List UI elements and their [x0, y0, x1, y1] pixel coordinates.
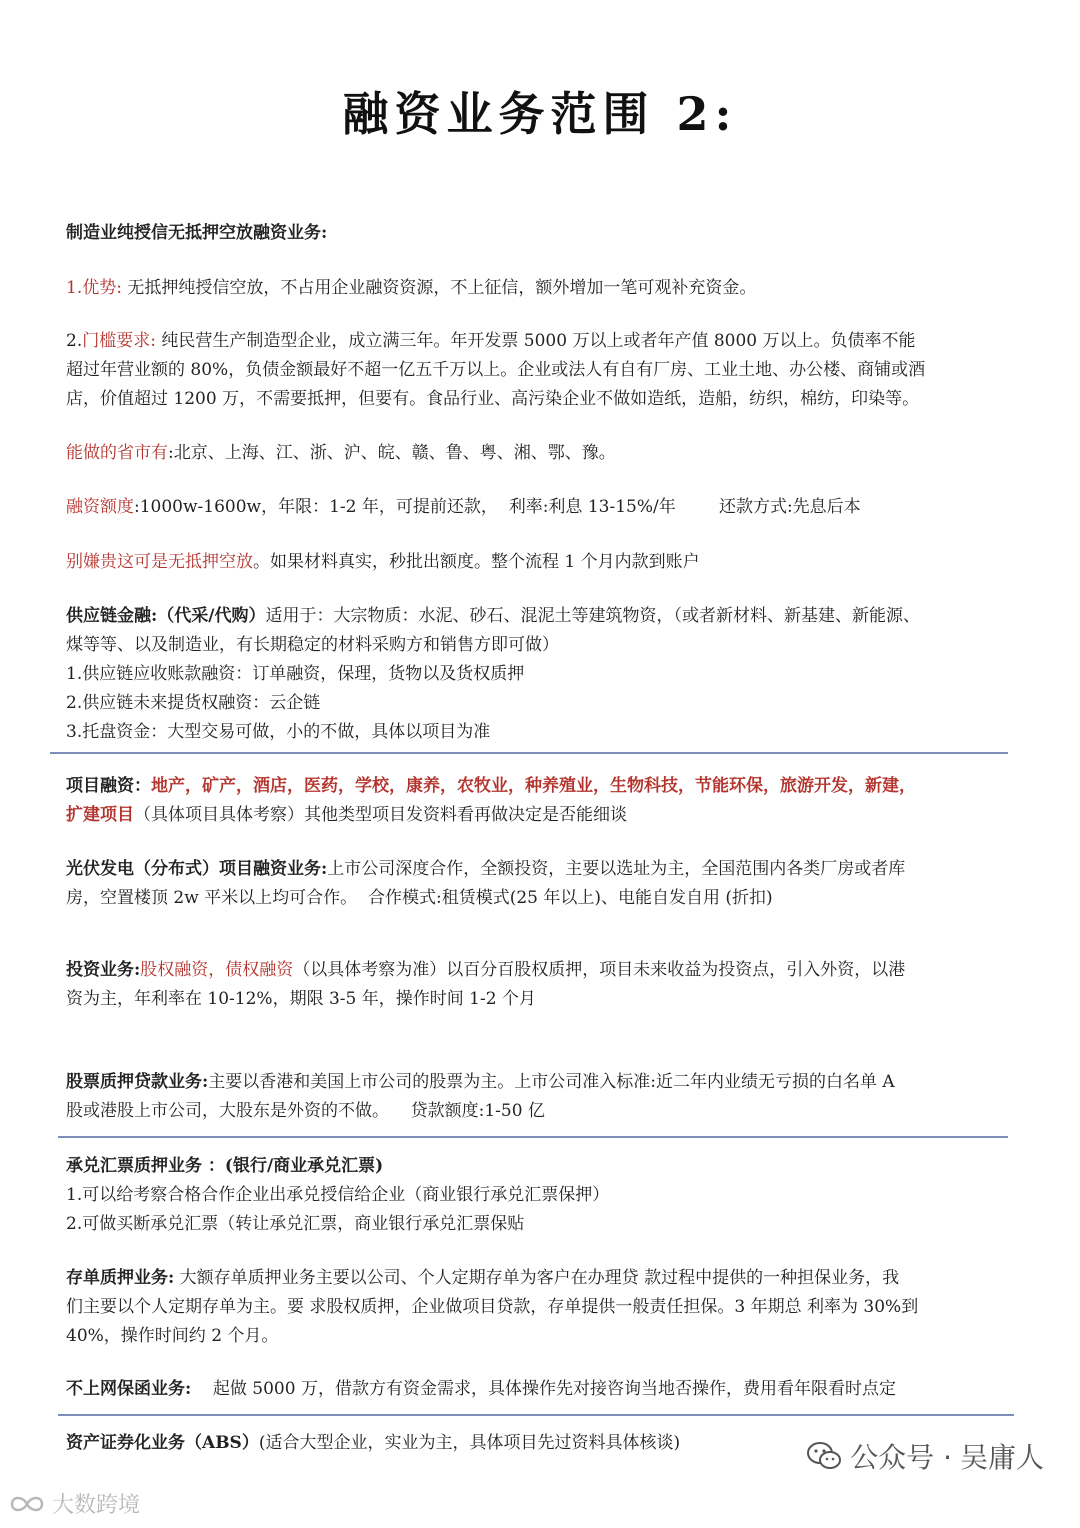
page-title: 融资业务范围 2:	[342, 87, 738, 141]
deposit-heading: 存单质押业务:	[66, 1268, 175, 1288]
guarantee-line: 不上网保函业务: 起做 5000 万，借款方有资金需求，具体操作先对接咨询当地否操作，费用看年限看时点定	[66, 1379, 896, 1399]
manufacturing-heading: 制造业纯授信无抵押空放融资业务:	[66, 223, 328, 243]
notice-highlight: 别嫌贵这可是无抵押空放	[66, 552, 253, 572]
section-divider	[58, 1136, 1008, 1138]
amount-line: 融资额度:1000w-1600w，年限：1-2 年，可提前还款， 利率:利息 13-15%/年 还款方式:先息后本	[66, 497, 861, 517]
investment-block: 投资业务:股权融资，债权融资（以具体考察为准）以百分百股权质押，项目未来收益为投资点，引入外资，以港 资为主，年利率在 10-12%，期限 3-5 年，操作时间 1-2 个月	[66, 960, 906, 1009]
list-item: 2.可做买断承兑汇票（转让承兑汇票，商业银行承兑汇票保贴	[66, 1214, 525, 1234]
requirement-line-2: 超过年营业额的 80%，负债金额最好不超一亿五千万以上。企业或法人有自有厂房、工业土地、办公楼、商铺或酒	[66, 360, 926, 380]
provinces-label: 能做的省市有	[66, 443, 168, 463]
logo-text: 大数跨境	[52, 1493, 141, 1518]
wechat-watermark	[806, 1436, 1044, 1476]
list-item: 1.可以给考察合格合作企业出承兑授信给企业（商业银行承兑汇票保押）	[66, 1185, 610, 1205]
acceptance-heading: 承兑汇票质押业务 ：(银行/商业承兑汇票)	[66, 1156, 384, 1176]
list-item: 1.供应链应收账款融资：订单融资，保理，货物以及货权质押	[66, 664, 525, 684]
stock-heading: 股票质押贷款业务:	[66, 1072, 209, 1092]
section-divider	[58, 1414, 1014, 1416]
list-item: 3.托盘资金：大型交易可做，小的不做，具体以项目为准	[66, 722, 491, 742]
stock-block: 股票质押贷款业务:主要以香港和美国上市公司的股票为主。上市公司准入标准:近二年内业绩无亏损的白名单 A 股或港股上市公司，大股东是外资的不做。 贷款额度:1-50 亿	[66, 1072, 895, 1121]
abs-heading: 资产证券化业务（ABS）	[66, 1433, 259, 1453]
solar-block: 光伏发电（分布式）项目融资业务:上市公司深度合作，全额投资，主要以选址为主，全国范围内各类厂房或者库 房，空置楼顶 2w 平米以上均可合作。 合作模式:租赁模式(25 年以上)、电能自发自用 (折扣)	[66, 859, 906, 908]
brand-logo	[8, 1488, 140, 1519]
project-block: 项目融资：地产，矿产，酒店，医药，学校，康养，农牧业，种养殖业，生物科技，节能环保，旅游开发，新建， 扩建项目（具体项目具体考察）其他类型项目发资料看再做决定是否能细谈	[66, 776, 916, 825]
acceptance-block	[66, 1152, 1022, 1239]
requirement-line-3: 店，价值超过 1200 万，不需要抵押，但要有。食品行业、高污染企业不做如造纸，造船，纺织，棉纺，印染等。	[66, 389, 920, 409]
wechat-icon	[806, 1441, 842, 1471]
abs-line: 资产证券化业务（ABS）(适合大型企业，实业为主，具体项目先过资料具体核谈)	[66, 1433, 681, 1453]
deposit-block: 存单质押业务: 大额存单质押业务主要以公司、个人定期存单为客户在办理贷 款过程中提供的一种担保业务，我 们主要以个人定期存单为主。要 求股权质押，企业做项目贷款，存单提供一般责任担保。3 年期总 利率为 30%到 40%，操作时间约 2 个月。	[66, 1268, 919, 1346]
advantage-text: 无抵押纯授信空放，不占用企业融资资源，不上征信，额外增加一笔可观补充资金。	[121, 278, 757, 298]
notice-line: 别嫌贵这可是无抵押空放。如果材料真实，秒批出额度。整个流程 1 个月内款到账户	[66, 552, 700, 572]
requirement-block: 2.门槛要求: 纯民营生产制造型企业，成立满三年。年开发票 5000 万以上或者年产值 8000 万以上。负债率不能 超过年营业额的 80%，负债金额最好不超一亿五千万以上。企业或法人有自有厂房、工业土地、办公楼、商铺或酒 店，价值超过 1200 万，不需要抵押，但要有。食品行业、高污染企业不做如造纸，造船，纺织，棉纺，印染等。	[66, 327, 1022, 414]
supply-chain-block: 供应链金融:（代采/代购）适用于：大宗物质：水泥、砂石、混泥土等建筑物资，（或者新材料、新基建、新能源、 煤等等、以及制造业，有长期稳定的材料采购方和销售方即可做） 1.供应链应收账款融资：订单融资，保理，货物以及货权质押 2.供应链未来提货权融资：云企链 3.托盘资金：大型交易可做，小的不做，具体以项目为准	[66, 602, 1022, 747]
project-heading: 项目融资：	[66, 776, 151, 796]
requirement-label: 门槛要求:	[82, 331, 156, 351]
amount-label: 融资额度	[66, 497, 134, 517]
solar-heading: 光伏发电（分布式）项目融资业务:	[66, 859, 328, 879]
section-divider	[50, 752, 1008, 754]
investment-heading: 投资业务:	[66, 960, 141, 980]
guarantee-heading: 不上网保函业务:	[66, 1379, 192, 1399]
infinity-icon	[8, 1491, 46, 1517]
watermark-prefix: 公众号 ·	[850, 1441, 952, 1474]
advantage-line	[66, 274, 1022, 303]
list-item: 2.供应链未来提货权融资：云企链	[66, 693, 321, 713]
provinces-line: 能做的省市有:北京、上海、江、浙、沪、皖、赣、鲁、粤、湘、鄂、豫。	[66, 443, 616, 463]
advantage-label: 1.优势:	[66, 278, 122, 298]
watermark-name: 吴庸人	[959, 1441, 1044, 1474]
supply-chain-heading: 供应链金融:（代采/代购）	[66, 606, 266, 626]
